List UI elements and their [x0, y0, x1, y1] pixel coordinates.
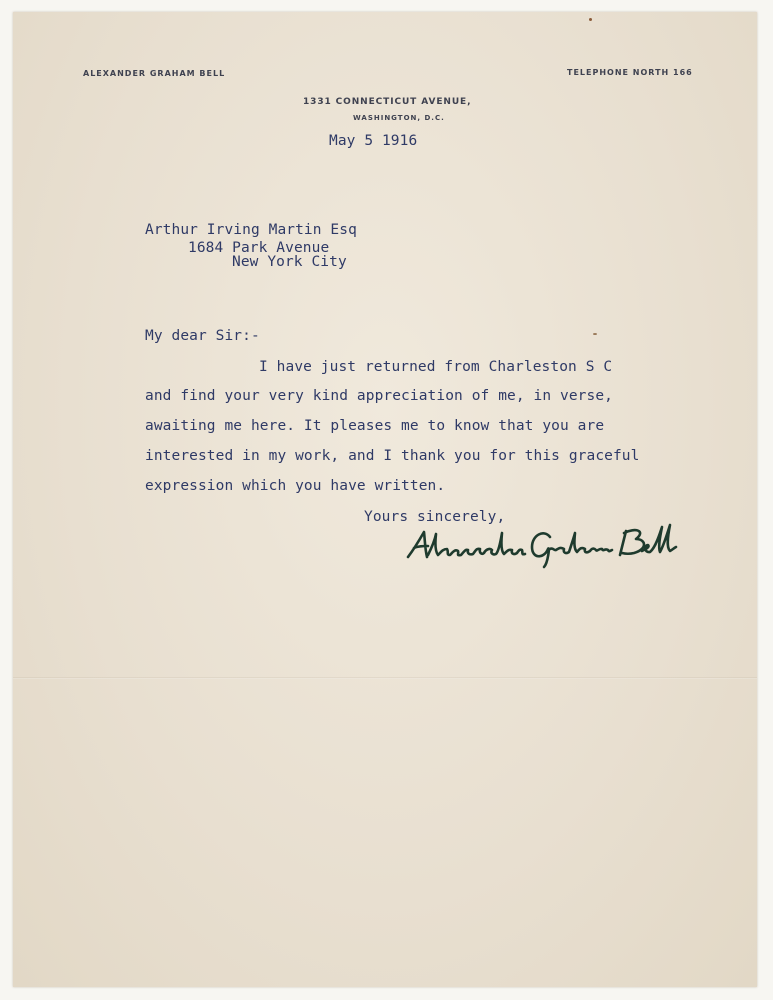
recipient-name: Arthur Irving Martin Esq [145, 222, 357, 238]
letter-date: May 5 1916 [329, 133, 418, 149]
letterhead-name: ALEXANDER GRAHAM BELL [83, 69, 226, 78]
body-line: interested in my work, and I thank you for this graceful [145, 448, 640, 464]
closing: Yours sincerely, [364, 509, 506, 525]
handwritten-signature [404, 517, 679, 569]
letterhead-city: WASHINGTON, D.C. [353, 114, 445, 122]
recipient-street: 1684 Park Avenue [188, 240, 330, 256]
paper-speck [593, 333, 597, 335]
paper-speck [589, 18, 592, 21]
body-line: expression which you have written. [145, 478, 446, 494]
body-line: awaiting me here. It pleases me to know that you are [145, 418, 605, 434]
body-line: I have just returned from Charleston S C [259, 359, 613, 375]
salutation: My dear Sir:- [145, 328, 260, 344]
letterhead-street: 1331 CONNECTICUT AVENUE, [303, 97, 472, 107]
body-line: and find your very kind appreciation of me, in verse, [145, 388, 613, 404]
fold-crease [13, 677, 757, 679]
paper-sheet [13, 12, 757, 987]
letterhead-telephone: TELEPHONE NORTH 166 [567, 68, 693, 77]
recipient-city: New York City [232, 254, 347, 270]
